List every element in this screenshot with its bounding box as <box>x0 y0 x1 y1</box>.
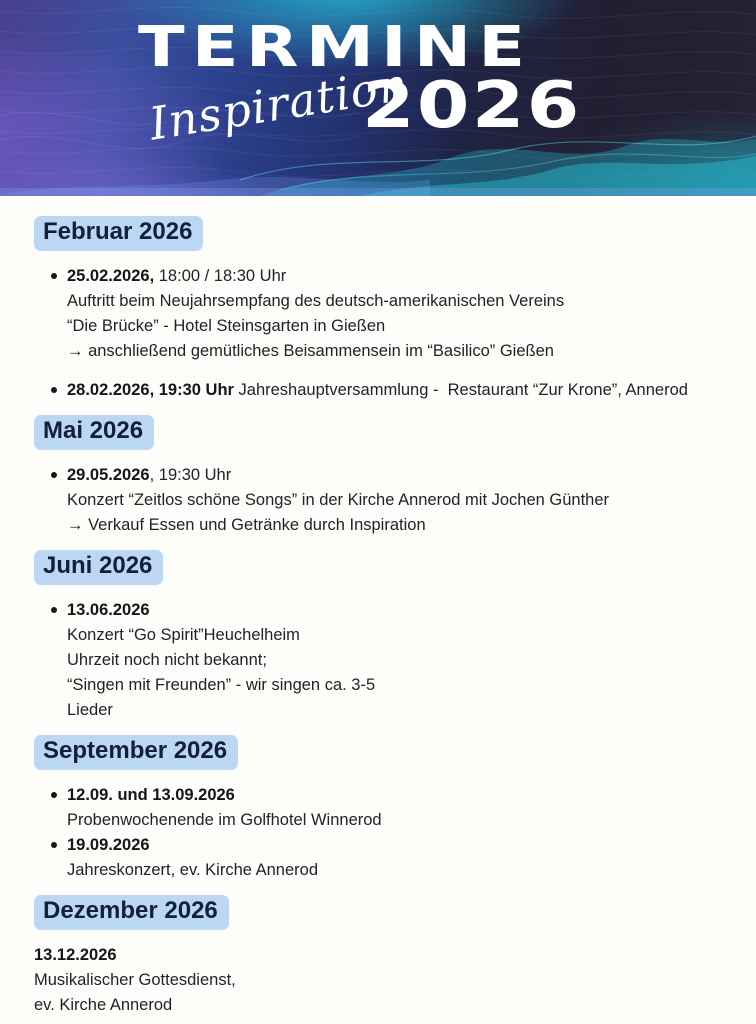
event-time: , 19:30 Uhr <box>149 466 232 484</box>
event-date: 13.06.2026 <box>67 601 150 619</box>
month-heading: Februar 2026 <box>34 216 203 251</box>
event-detail: “Die Brücke” - Hotel Steinsgarten in Gießen <box>67 317 386 335</box>
event-detail: “Singen mit Freunden” - wir singen ca. 3-5 <box>67 676 376 694</box>
event-date: 13.12.2026 <box>34 946 117 964</box>
event-item <box>50 783 722 833</box>
event-detail: → Verkauf Essen und Getränke durch Inspiration <box>67 516 426 534</box>
event-date: 28.02.2026, 19:30 Uhr <box>67 381 234 399</box>
month-section-mai <box>34 415 722 538</box>
bullet-icon <box>51 607 57 613</box>
event-detail: Probenwochenende im Golfhotel Winnerod <box>67 811 382 829</box>
event-detail: Jahreshauptversammlung - Restaurant “Zur Krone”, Annerod <box>233 381 688 399</box>
event-detail: Konzert “Go Spirit”Heuchelheim <box>67 626 300 644</box>
poster-title: TERMINE <box>138 15 533 80</box>
event-item <box>34 943 722 1018</box>
month-heading: Mai 2026 <box>34 415 154 450</box>
bullet-icon <box>51 472 57 478</box>
event-item <box>50 833 722 883</box>
bullet-icon <box>51 387 57 393</box>
month-heading: September 2026 <box>34 735 238 770</box>
event-date: 12.09. und 13.09.2026 <box>67 786 235 804</box>
schedule-content <box>0 196 756 1018</box>
month-heading: Dezember 2026 <box>34 895 229 930</box>
event-detail: ev. Kirche Annerod <box>34 996 173 1014</box>
event-detail: → anschließend gemütliches Beisammensein im “Basilico” Gießen <box>67 342 554 360</box>
month-section-juni <box>34 550 722 723</box>
event-detail: Lieder <box>67 701 113 719</box>
bullet-icon <box>51 792 57 798</box>
hero-banner <box>0 0 756 196</box>
bullet-icon <box>51 842 57 848</box>
event-detail: Jahreskonzert, ev. Kirche Annerod <box>67 861 318 879</box>
poster-year: 2026 <box>362 69 582 143</box>
bullet-icon <box>51 273 57 279</box>
event-item <box>50 598 722 723</box>
event-item <box>50 264 722 364</box>
event-date: 25.02.2026, <box>67 267 155 285</box>
event-date: 19.09.2026 <box>67 836 150 854</box>
event-detail: Uhrzeit noch nicht bekannt; <box>67 651 267 669</box>
event-item <box>50 378 722 403</box>
event-detail: Musikalischer Gottesdienst, <box>34 971 236 989</box>
month-section-september <box>34 735 722 883</box>
event-time: 18:00 / 18:30 Uhr <box>154 267 287 285</box>
event-detail: Konzert “Zeitlos schöne Songs” in der Kirche Annerod mit Jochen Günther <box>67 491 610 509</box>
event-date: 29.05.2026 <box>67 466 150 484</box>
choir-name-script: Inspiration <box>145 57 412 151</box>
month-heading: Juni 2026 <box>34 550 163 585</box>
event-detail: Auftritt beim Neujahrsempfang des deutsch-amerikanischen Vereins <box>67 292 565 310</box>
month-section-februar <box>34 216 722 403</box>
event-item <box>50 463 722 538</box>
month-section-dezember <box>34 895 722 1018</box>
